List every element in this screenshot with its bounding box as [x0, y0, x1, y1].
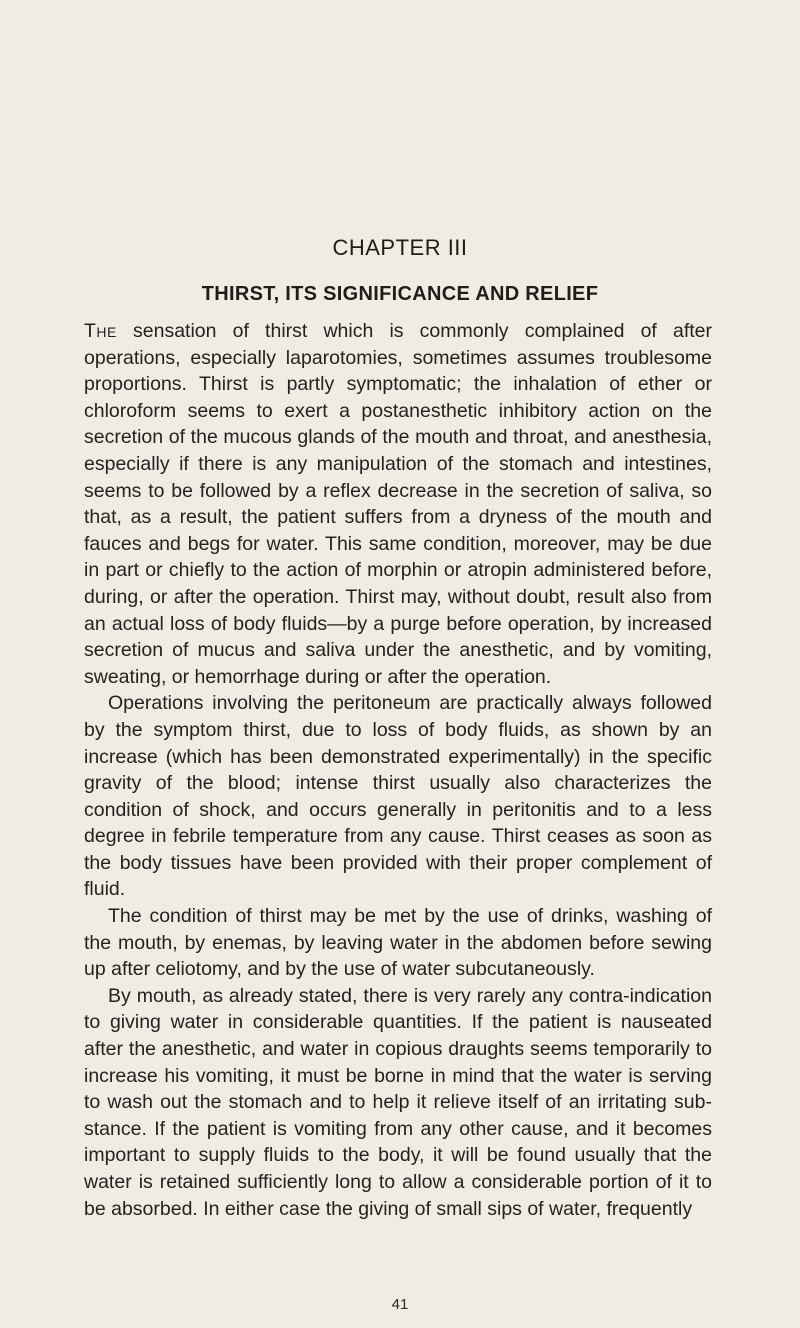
paragraph-1-lead: The: [84, 320, 117, 342]
paragraph-4: By mouth, as already stated, there is very rarely any contra-indication to giving water in considerable quantities. If the patient is nauseated after the anesthetic, and water in copious draughts seems temporarily to increase his vomiting, it must be borne in mind that the water is serving to wash out the stomach and to help it relieve itself of an irritating sub-stance. If the patient is vomiting from any other cause, and it becomes important to supply fluids to the body, it will be found usually that the water is retained sufficiently long to allow a considerable portion of it to be absorbed. In either case the giving of small sips of water, frequently: [84, 984, 712, 1220]
paragraph-2: Operations involving the peritoneum are practically always followed by the symptom thirst, due to loss of body fluids, as shown by an increase (which has been demonstrated experimentally) in the specific gravity of the blood; intense thirst usually also characterizes the condition of shock, and occurs generally in peritonitis and to a less degree in febrile temperature from any cause. Thirst ceases as soon as the body tissues have been provided with their proper complement of fluid.: [84, 692, 712, 901]
paragraph-1: [84, 318, 712, 690]
paragraph-3: The condition of thirst may be met by the use of drinks, washing of the mouth, by enemas, by leaving water in the abdomen before sewing up after celiotomy, and by the use of water subcutaneously.: [84, 905, 712, 981]
chapter-heading: CHAPTER III: [332, 235, 468, 260]
chapter-title: THIRST, ITS SIGNIFICANCE AND RELIEF: [201, 283, 599, 305]
paragraph-1-text: sensation of thirst which is commonly complained of after operations, especially laparotomies, sometimes assumes troublesome proportions. Thirst is partly symptomatic; the inhalation of ether or chloroform seems to exert a postanesthetic inhibitory action on the secretion of the mucous glands of the mouth and throat, and anesthesia, especially if there is any manipulation of the stomach and intestines, seems to be followed by a reflex decrease in the secretion of saliva, so that, as a result, the patient suffers from a dryness of the mouth and fauces and begs for water. This same condition, moreover, may be due in part or chiefly to the action of morphin or atropin administered before, during, or after the operation. Thirst may, without doubt, result also from an actual loss of body fluids—by a purge before operation, by increased secretion of mucus and saliva under the anesthetic, and by vomiting, sweating, or hemorrhage during or after the operation.: [84, 320, 712, 688]
body-text: [84, 318, 712, 1222]
page-number: 41: [391, 1296, 409, 1313]
